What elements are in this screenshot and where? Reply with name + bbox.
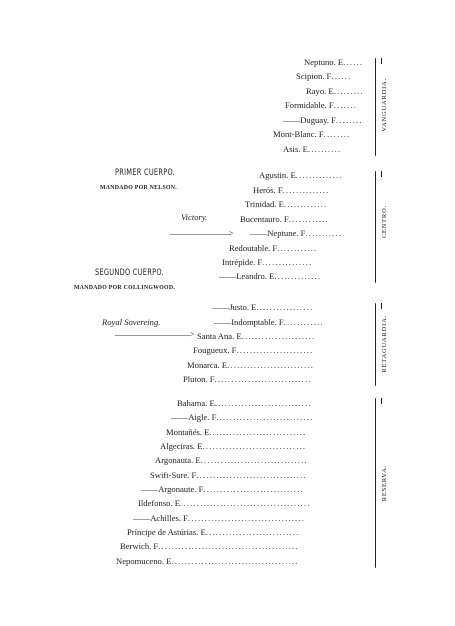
- ship-entry: ——Argonaute. F..............................: [141, 484, 304, 494]
- vanguardia-brace: [375, 58, 376, 156]
- ship-entry: Swift-Sure. F.................................: [150, 470, 307, 480]
- ship-entry: ——Leandro. E..............: [219, 271, 322, 281]
- ship-entry: Bahama. E.............................: [177, 398, 312, 408]
- ship-entry: Intrépide. F...............: [222, 257, 313, 267]
- segundo-cuerpo-title: SEGUNDO CUERPO.: [95, 268, 164, 278]
- retaguardia-brace: [375, 303, 376, 386]
- collingwood-column-line: [115, 335, 190, 336]
- reserva-label: RESERVA.: [381, 465, 388, 502]
- ship-entry: Mont-Blanc. F........: [273, 129, 351, 139]
- segundo-cuerpo-subtitle: MANDADO POR COLLINGWOOD.: [74, 285, 176, 291]
- retaguardia-label: RETAGUARDIA.: [381, 315, 388, 373]
- centro-brace: [375, 171, 376, 283]
- vanguardia-label: VANGUARDIA.: [381, 78, 388, 132]
- ship-entry: Ildefonso. E.......................................: [138, 498, 311, 508]
- ship-entry: Agustin. E..............: [259, 170, 343, 180]
- ship-entry: Trinidad. E.............: [245, 199, 328, 209]
- ship-entry: Santa Ana. E......................: [197, 331, 316, 341]
- nelson-column-line: [170, 234, 230, 235]
- ship-entry: Argonauta. E................................: [155, 455, 308, 465]
- ship-entry: Formidable. F.......: [285, 100, 358, 110]
- ship-entry: Fougueux. F.......................: [193, 345, 314, 355]
- ship-entry: ——Justo. E.................: [212, 302, 314, 312]
- ship-entry: ——Achilles. F...................................: [133, 513, 306, 523]
- centro-label: CENTRO.: [381, 205, 388, 239]
- ship-entry: Monarca. E..........................: [187, 360, 315, 370]
- ship-entry: Berwich. F..........................................: [120, 541, 299, 551]
- ship-entry: ——Aigle. F.............................: [171, 412, 314, 422]
- ship-entry: Redoutable. F............: [229, 243, 318, 253]
- reserva-brace: [375, 398, 376, 568]
- ship-entry: ——Neptune. F...........: [250, 228, 343, 238]
- ship-entry: Pluton. F.............................: [183, 374, 312, 384]
- ship-entry: Algeciras. E...............................: [160, 441, 307, 451]
- royal-sovereign-flagship-label: Royal Sovereing.: [102, 317, 161, 327]
- ship-entry: ——Indomptable. F............: [214, 317, 324, 327]
- primer-cuerpo-title: PRIMER CUERPO.: [115, 168, 176, 178]
- victory-flagship-label: Victory.: [181, 212, 208, 222]
- primer-cuerpo-subtitle: MANDADO POR NELSON.: [100, 185, 178, 191]
- ship-entry: Bucentauro. F............: [240, 214, 329, 224]
- collingwood-arrow-icon: >: [190, 330, 195, 339]
- ship-entry: Neptuno. E......: [304, 57, 364, 67]
- ship-entry: Herós. F..............: [253, 185, 330, 195]
- ship-entry: Montañés. E.............................: [166, 427, 307, 437]
- nelson-arrow-icon: >: [229, 229, 234, 238]
- ship-entry: Nepomuceno. E......................................: [116, 556, 299, 566]
- ship-entry: ——Duguay. F........: [283, 115, 363, 125]
- ship-entry: Scipion. F......: [296, 71, 352, 81]
- ship-entry: Príncipe de Astúrias. E............................: [127, 527, 300, 537]
- ship-entry: Rayo. E.........: [306, 86, 364, 96]
- ship-entry: Asis. E..........: [283, 144, 342, 154]
